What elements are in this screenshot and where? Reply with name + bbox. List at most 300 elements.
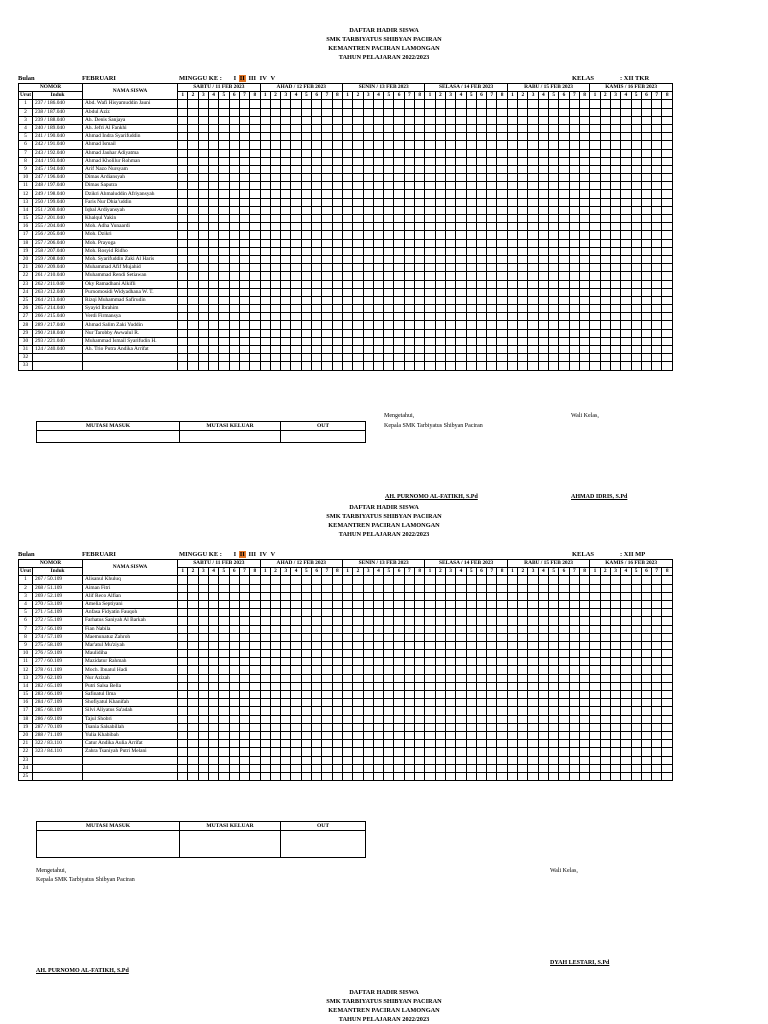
- attendance-cell[interactable]: [198, 280, 208, 288]
- attendance-cell[interactable]: [415, 149, 425, 157]
- attendance-cell[interactable]: [652, 600, 662, 608]
- attendance-cell[interactable]: [219, 337, 229, 345]
- attendance-cell[interactable]: [435, 715, 445, 723]
- attendance-cell[interactable]: [270, 641, 280, 649]
- attendance-cell[interactable]: [373, 609, 383, 617]
- attendance-cell[interactable]: [404, 362, 414, 370]
- attendance-cell[interactable]: [291, 198, 301, 206]
- attendance-cell[interactable]: [631, 740, 641, 748]
- attendance-cell[interactable]: [332, 116, 342, 124]
- attendance-cell[interactable]: [312, 772, 322, 780]
- attendance-cell[interactable]: [476, 731, 486, 739]
- attendance-cell[interactable]: [250, 133, 260, 141]
- attendance-cell[interactable]: [363, 239, 373, 247]
- attendance-cell[interactable]: [312, 650, 322, 658]
- attendance-cell[interactable]: [538, 182, 548, 190]
- attendance-cell[interactable]: [662, 691, 673, 699]
- attendance-cell[interactable]: [291, 633, 301, 641]
- attendance-cell[interactable]: [198, 682, 208, 690]
- attendance-cell[interactable]: [250, 609, 260, 617]
- attendance-cell[interactable]: [229, 617, 239, 625]
- attendance-cell[interactable]: [466, 247, 476, 255]
- attendance-cell[interactable]: [528, 756, 538, 764]
- attendance-cell[interactable]: [538, 288, 548, 296]
- attendance-cell[interactable]: [301, 198, 311, 206]
- attendance-cell[interactable]: [260, 231, 270, 239]
- attendance-cell[interactable]: [291, 288, 301, 296]
- attendance-cell[interactable]: [425, 247, 435, 255]
- attendance-cell[interactable]: [363, 346, 373, 354]
- attendance-cell[interactable]: [332, 707, 342, 715]
- attendance-cell[interactable]: [312, 691, 322, 699]
- attendance-cell[interactable]: [415, 255, 425, 263]
- attendance-cell[interactable]: [394, 100, 404, 108]
- attendance-cell[interactable]: [250, 576, 260, 584]
- attendance-cell[interactable]: [569, 699, 579, 707]
- attendance-cell[interactable]: [301, 296, 311, 304]
- attendance-cell[interactable]: [445, 576, 455, 584]
- attendance-cell[interactable]: [404, 165, 414, 173]
- attendance-cell[interactable]: [281, 165, 291, 173]
- attendance-cell[interactable]: [538, 313, 548, 321]
- attendance-cell[interactable]: [363, 764, 373, 772]
- attendance-cell[interactable]: [198, 584, 208, 592]
- attendance-cell[interactable]: [528, 650, 538, 658]
- attendance-cell[interactable]: [579, 576, 589, 584]
- attendance-cell[interactable]: [373, 764, 383, 772]
- attendance-cell[interactable]: [569, 223, 579, 231]
- attendance-cell[interactable]: [538, 707, 548, 715]
- attendance-cell[interactable]: [239, 264, 249, 272]
- attendance-cell[interactable]: [652, 149, 662, 157]
- attendance-cell[interactable]: [425, 313, 435, 321]
- attendance-cell[interactable]: [384, 740, 394, 748]
- attendance-cell[interactable]: [435, 756, 445, 764]
- attendance-cell[interactable]: [528, 600, 538, 608]
- attendance-cell[interactable]: [507, 682, 517, 690]
- attendance-cell[interactable]: [507, 206, 517, 214]
- attendance-cell[interactable]: [435, 133, 445, 141]
- attendance-cell[interactable]: [322, 280, 332, 288]
- attendance-cell[interactable]: [353, 272, 363, 280]
- attendance-cell[interactable]: [384, 707, 394, 715]
- attendance-cell[interactable]: [415, 723, 425, 731]
- attendance-cell[interactable]: [507, 740, 517, 748]
- attendance-cell[interactable]: [394, 674, 404, 682]
- attendance-cell[interactable]: [445, 255, 455, 263]
- attendance-cell[interactable]: [456, 149, 466, 157]
- attendance-cell[interactable]: [476, 206, 486, 214]
- attendance-cell[interactable]: [466, 723, 476, 731]
- attendance-cell[interactable]: [301, 313, 311, 321]
- attendance-cell[interactable]: [435, 592, 445, 600]
- attendance-cell[interactable]: [322, 674, 332, 682]
- attendance-cell[interactable]: [662, 329, 673, 337]
- attendance-cell[interactable]: [476, 296, 486, 304]
- attendance-cell[interactable]: [641, 740, 651, 748]
- attendance-cell[interactable]: [260, 658, 270, 666]
- attendance-cell[interactable]: [188, 247, 198, 255]
- attendance-cell[interactable]: [662, 731, 673, 739]
- attendance-cell[interactable]: [404, 625, 414, 633]
- attendance-cell[interactable]: [415, 108, 425, 116]
- attendance-cell[interactable]: [456, 239, 466, 247]
- attendance-cell[interactable]: [662, 321, 673, 329]
- attendance-cell[interactable]: [569, 239, 579, 247]
- attendance-cell[interactable]: [569, 149, 579, 157]
- attendance-cell[interactable]: [456, 740, 466, 748]
- attendance-cell[interactable]: [476, 149, 486, 157]
- attendance-cell[interactable]: [487, 165, 497, 173]
- attendance-cell[interactable]: [610, 239, 620, 247]
- attendance-cell[interactable]: [528, 691, 538, 699]
- attendance-cell[interactable]: [569, 772, 579, 780]
- attendance-cell[interactable]: [208, 272, 218, 280]
- attendance-cell[interactable]: [415, 182, 425, 190]
- attendance-cell[interactable]: [497, 165, 507, 173]
- attendance-cell[interactable]: [281, 223, 291, 231]
- attendance-cell[interactable]: [487, 576, 497, 584]
- attendance-cell[interactable]: [569, 748, 579, 756]
- attendance-cell[interactable]: [188, 223, 198, 231]
- attendance-cell[interactable]: [394, 650, 404, 658]
- attendance-cell[interactable]: [538, 354, 548, 362]
- attendance-cell[interactable]: [178, 133, 188, 141]
- attendance-cell[interactable]: [229, 658, 239, 666]
- attendance-cell[interactable]: [445, 592, 455, 600]
- attendance-cell[interactable]: [466, 756, 476, 764]
- attendance-cell[interactable]: [178, 165, 188, 173]
- attendance-cell[interactable]: [600, 141, 610, 149]
- attendance-cell[interactable]: [239, 584, 249, 592]
- attendance-cell[interactable]: [353, 362, 363, 370]
- attendance-cell[interactable]: [518, 641, 528, 649]
- attendance-cell[interactable]: [631, 321, 641, 329]
- attendance-cell[interactable]: [312, 600, 322, 608]
- attendance-cell[interactable]: [497, 354, 507, 362]
- attendance-cell[interactable]: [549, 124, 559, 132]
- attendance-cell[interactable]: [342, 190, 352, 198]
- attendance-cell[interactable]: [394, 609, 404, 617]
- attendance-cell[interactable]: [229, 313, 239, 321]
- attendance-cell[interactable]: [476, 346, 486, 354]
- attendance-cell[interactable]: [332, 223, 342, 231]
- attendance-cell[interactable]: [281, 666, 291, 674]
- attendance-cell[interactable]: [250, 740, 260, 748]
- attendance-cell[interactable]: [198, 313, 208, 321]
- attendance-cell[interactable]: [178, 658, 188, 666]
- attendance-cell[interactable]: [291, 231, 301, 239]
- attendance-cell[interactable]: [456, 108, 466, 116]
- attendance-cell[interactable]: [342, 609, 352, 617]
- attendance-cell[interactable]: [219, 764, 229, 772]
- attendance-cell[interactable]: [250, 723, 260, 731]
- attendance-cell[interactable]: [363, 748, 373, 756]
- attendance-cell[interactable]: [198, 592, 208, 600]
- attendance-cell[interactable]: [270, 223, 280, 231]
- attendance-cell[interactable]: [404, 650, 414, 658]
- attendance-cell[interactable]: [569, 247, 579, 255]
- attendance-cell[interactable]: [291, 141, 301, 149]
- attendance-cell[interactable]: [518, 280, 528, 288]
- attendance-cell[interactable]: [456, 723, 466, 731]
- attendance-cell[interactable]: [466, 362, 476, 370]
- attendance-cell[interactable]: [373, 100, 383, 108]
- attendance-cell[interactable]: [363, 288, 373, 296]
- attendance-cell[interactable]: [229, 264, 239, 272]
- attendance-cell[interactable]: [652, 658, 662, 666]
- attendance-cell[interactable]: [219, 584, 229, 592]
- attendance-cell[interactable]: [208, 337, 218, 345]
- attendance-cell[interactable]: [281, 124, 291, 132]
- attendance-cell[interactable]: [579, 715, 589, 723]
- attendance-cell[interactable]: [250, 305, 260, 313]
- attendance-cell[interactable]: [487, 592, 497, 600]
- attendance-cell[interactable]: [250, 600, 260, 608]
- attendance-cell[interactable]: [342, 247, 352, 255]
- attendance-cell[interactable]: [445, 321, 455, 329]
- attendance-cell[interactable]: [445, 715, 455, 723]
- attendance-cell[interactable]: [528, 313, 538, 321]
- attendance-cell[interactable]: [373, 149, 383, 157]
- attendance-cell[interactable]: [631, 641, 641, 649]
- attendance-cell[interactable]: [425, 699, 435, 707]
- attendance-cell[interactable]: [198, 641, 208, 649]
- attendance-cell[interactable]: [652, 723, 662, 731]
- attendance-cell[interactable]: [476, 650, 486, 658]
- attendance-cell[interactable]: [281, 625, 291, 633]
- attendance-cell[interactable]: [229, 576, 239, 584]
- attendance-cell[interactable]: [373, 756, 383, 764]
- attendance-cell[interactable]: [188, 141, 198, 149]
- attendance-cell[interactable]: [342, 658, 352, 666]
- attendance-cell[interactable]: [260, 576, 270, 584]
- attendance-cell[interactable]: [363, 296, 373, 304]
- attendance-cell[interactable]: [610, 190, 620, 198]
- attendance-cell[interactable]: [260, 772, 270, 780]
- attendance-cell[interactable]: [219, 255, 229, 263]
- attendance-cell[interactable]: [559, 116, 569, 124]
- attendance-cell[interactable]: [322, 190, 332, 198]
- attendance-cell[interactable]: [404, 666, 414, 674]
- attendance-cell[interactable]: [507, 731, 517, 739]
- attendance-cell[interactable]: [662, 149, 673, 157]
- attendance-cell[interactable]: [549, 337, 559, 345]
- attendance-cell[interactable]: [373, 748, 383, 756]
- attendance-cell[interactable]: [631, 346, 641, 354]
- attendance-cell[interactable]: [342, 149, 352, 157]
- attendance-cell[interactable]: [270, 658, 280, 666]
- attendance-cell[interactable]: [518, 165, 528, 173]
- attendance-cell[interactable]: [250, 182, 260, 190]
- attendance-cell[interactable]: [466, 190, 476, 198]
- attendance-cell[interactable]: [518, 215, 528, 223]
- attendance-cell[interactable]: [342, 100, 352, 108]
- attendance-cell[interactable]: [219, 707, 229, 715]
- attendance-cell[interactable]: [198, 108, 208, 116]
- attendance-cell[interactable]: [600, 650, 610, 658]
- attendance-cell[interactable]: [332, 141, 342, 149]
- attendance-cell[interactable]: [610, 691, 620, 699]
- attendance-cell[interactable]: [353, 650, 363, 658]
- attendance-cell[interactable]: [208, 625, 218, 633]
- attendance-cell[interactable]: [219, 280, 229, 288]
- attendance-cell[interactable]: [579, 165, 589, 173]
- attendance-cell[interactable]: [435, 313, 445, 321]
- attendance-cell[interactable]: [652, 247, 662, 255]
- attendance-cell[interactable]: [415, 715, 425, 723]
- attendance-cell[interactable]: [250, 108, 260, 116]
- attendance-cell[interactable]: [363, 772, 373, 780]
- attendance-cell[interactable]: [229, 272, 239, 280]
- attendance-cell[interactable]: [435, 764, 445, 772]
- attendance-cell[interactable]: [332, 633, 342, 641]
- attendance-cell[interactable]: [208, 149, 218, 157]
- attendance-cell[interactable]: [394, 699, 404, 707]
- attendance-cell[interactable]: [528, 190, 538, 198]
- attendance-cell[interactable]: [641, 190, 651, 198]
- attendance-cell[interactable]: [404, 264, 414, 272]
- attendance-cell[interactable]: [621, 157, 631, 165]
- attendance-cell[interactable]: [353, 691, 363, 699]
- attendance-cell[interactable]: [363, 658, 373, 666]
- attendance-cell[interactable]: [373, 313, 383, 321]
- attendance-cell[interactable]: [363, 723, 373, 731]
- attendance-cell[interactable]: [178, 576, 188, 584]
- attendance-cell[interactable]: [250, 280, 260, 288]
- attendance-cell[interactable]: [260, 255, 270, 263]
- attendance-cell[interactable]: [404, 748, 414, 756]
- attendance-cell[interactable]: [456, 600, 466, 608]
- attendance-cell[interactable]: [456, 100, 466, 108]
- attendance-cell[interactable]: [631, 666, 641, 674]
- attendance-cell[interactable]: [270, 740, 280, 748]
- attendance-cell[interactable]: [198, 174, 208, 182]
- attendance-cell[interactable]: [229, 666, 239, 674]
- attendance-cell[interactable]: [600, 740, 610, 748]
- attendance-cell[interactable]: [641, 141, 651, 149]
- attendance-cell[interactable]: [208, 756, 218, 764]
- attendance-cell[interactable]: [579, 772, 589, 780]
- attendance-cell[interactable]: [456, 247, 466, 255]
- attendance-cell[interactable]: [549, 313, 559, 321]
- attendance-cell[interactable]: [394, 592, 404, 600]
- attendance-cell[interactable]: [291, 133, 301, 141]
- attendance-cell[interactable]: [425, 190, 435, 198]
- attendance-cell[interactable]: [198, 165, 208, 173]
- attendance-cell[interactable]: [559, 715, 569, 723]
- attendance-cell[interactable]: [260, 617, 270, 625]
- attendance-cell[interactable]: [610, 264, 620, 272]
- attendance-cell[interactable]: [250, 116, 260, 124]
- attendance-cell[interactable]: [291, 116, 301, 124]
- attendance-cell[interactable]: [301, 124, 311, 132]
- attendance-cell[interactable]: [250, 354, 260, 362]
- attendance-cell[interactable]: [188, 124, 198, 132]
- attendance-cell[interactable]: [208, 223, 218, 231]
- attendance-cell[interactable]: [363, 584, 373, 592]
- attendance-cell[interactable]: [662, 296, 673, 304]
- attendance-cell[interactable]: [198, 264, 208, 272]
- attendance-cell[interactable]: [363, 337, 373, 345]
- attendance-cell[interactable]: [301, 182, 311, 190]
- attendance-cell[interactable]: [394, 313, 404, 321]
- attendance-cell[interactable]: [662, 124, 673, 132]
- attendance-cell[interactable]: [538, 264, 548, 272]
- attendance-cell[interactable]: [301, 321, 311, 329]
- attendance-cell[interactable]: [590, 100, 600, 108]
- attendance-cell[interactable]: [600, 174, 610, 182]
- attendance-cell[interactable]: [188, 296, 198, 304]
- attendance-cell[interactable]: [281, 764, 291, 772]
- attendance-cell[interactable]: [394, 740, 404, 748]
- attendance-cell[interactable]: [301, 264, 311, 272]
- attendance-cell[interactable]: [435, 165, 445, 173]
- attendance-cell[interactable]: [641, 329, 651, 337]
- attendance-cell[interactable]: [466, 584, 476, 592]
- attendance-cell[interactable]: [229, 756, 239, 764]
- attendance-cell[interactable]: [507, 650, 517, 658]
- attendance-cell[interactable]: [466, 198, 476, 206]
- attendance-cell[interactable]: [621, 165, 631, 173]
- attendance-cell[interactable]: [641, 600, 651, 608]
- attendance-cell[interactable]: [394, 157, 404, 165]
- attendance-cell[interactable]: [476, 116, 486, 124]
- attendance-cell[interactable]: [198, 625, 208, 633]
- attendance-cell[interactable]: [631, 658, 641, 666]
- attendance-cell[interactable]: [600, 731, 610, 739]
- attendance-cell[interactable]: [476, 748, 486, 756]
- attendance-cell[interactable]: [518, 108, 528, 116]
- attendance-cell[interactable]: [342, 182, 352, 190]
- attendance-cell[interactable]: [322, 255, 332, 263]
- attendance-cell[interactable]: [662, 231, 673, 239]
- attendance-cell[interactable]: [291, 313, 301, 321]
- attendance-cell[interactable]: [662, 362, 673, 370]
- attendance-cell[interactable]: [363, 756, 373, 764]
- attendance-cell[interactable]: [404, 600, 414, 608]
- attendance-cell[interactable]: [569, 100, 579, 108]
- attendance-cell[interactable]: [188, 255, 198, 263]
- attendance-cell[interactable]: [631, 576, 641, 584]
- attendance-cell[interactable]: [239, 215, 249, 223]
- attendance-cell[interactable]: [579, 321, 589, 329]
- attendance-cell[interactable]: [600, 223, 610, 231]
- attendance-cell[interactable]: [239, 723, 249, 731]
- attendance-cell[interactable]: [208, 165, 218, 173]
- attendance-cell[interactable]: [631, 165, 641, 173]
- attendance-cell[interactable]: [579, 650, 589, 658]
- attendance-cell[interactable]: [487, 223, 497, 231]
- attendance-cell[interactable]: [621, 707, 631, 715]
- attendance-cell[interactable]: [219, 756, 229, 764]
- attendance-cell[interactable]: [178, 764, 188, 772]
- attendance-cell[interactable]: [569, 764, 579, 772]
- attendance-cell[interactable]: [621, 198, 631, 206]
- attendance-cell[interactable]: [332, 740, 342, 748]
- attendance-cell[interactable]: [476, 124, 486, 132]
- attendance-cell[interactable]: [487, 124, 497, 132]
- attendance-cell[interactable]: [281, 231, 291, 239]
- attendance-cell[interactable]: [579, 764, 589, 772]
- attendance-cell[interactable]: [610, 280, 620, 288]
- attendance-cell[interactable]: [456, 190, 466, 198]
- attendance-cell[interactable]: [342, 272, 352, 280]
- attendance-cell[interactable]: [415, 247, 425, 255]
- attendance-cell[interactable]: [549, 206, 559, 214]
- attendance-cell[interactable]: [538, 592, 548, 600]
- attendance-cell[interactable]: [198, 141, 208, 149]
